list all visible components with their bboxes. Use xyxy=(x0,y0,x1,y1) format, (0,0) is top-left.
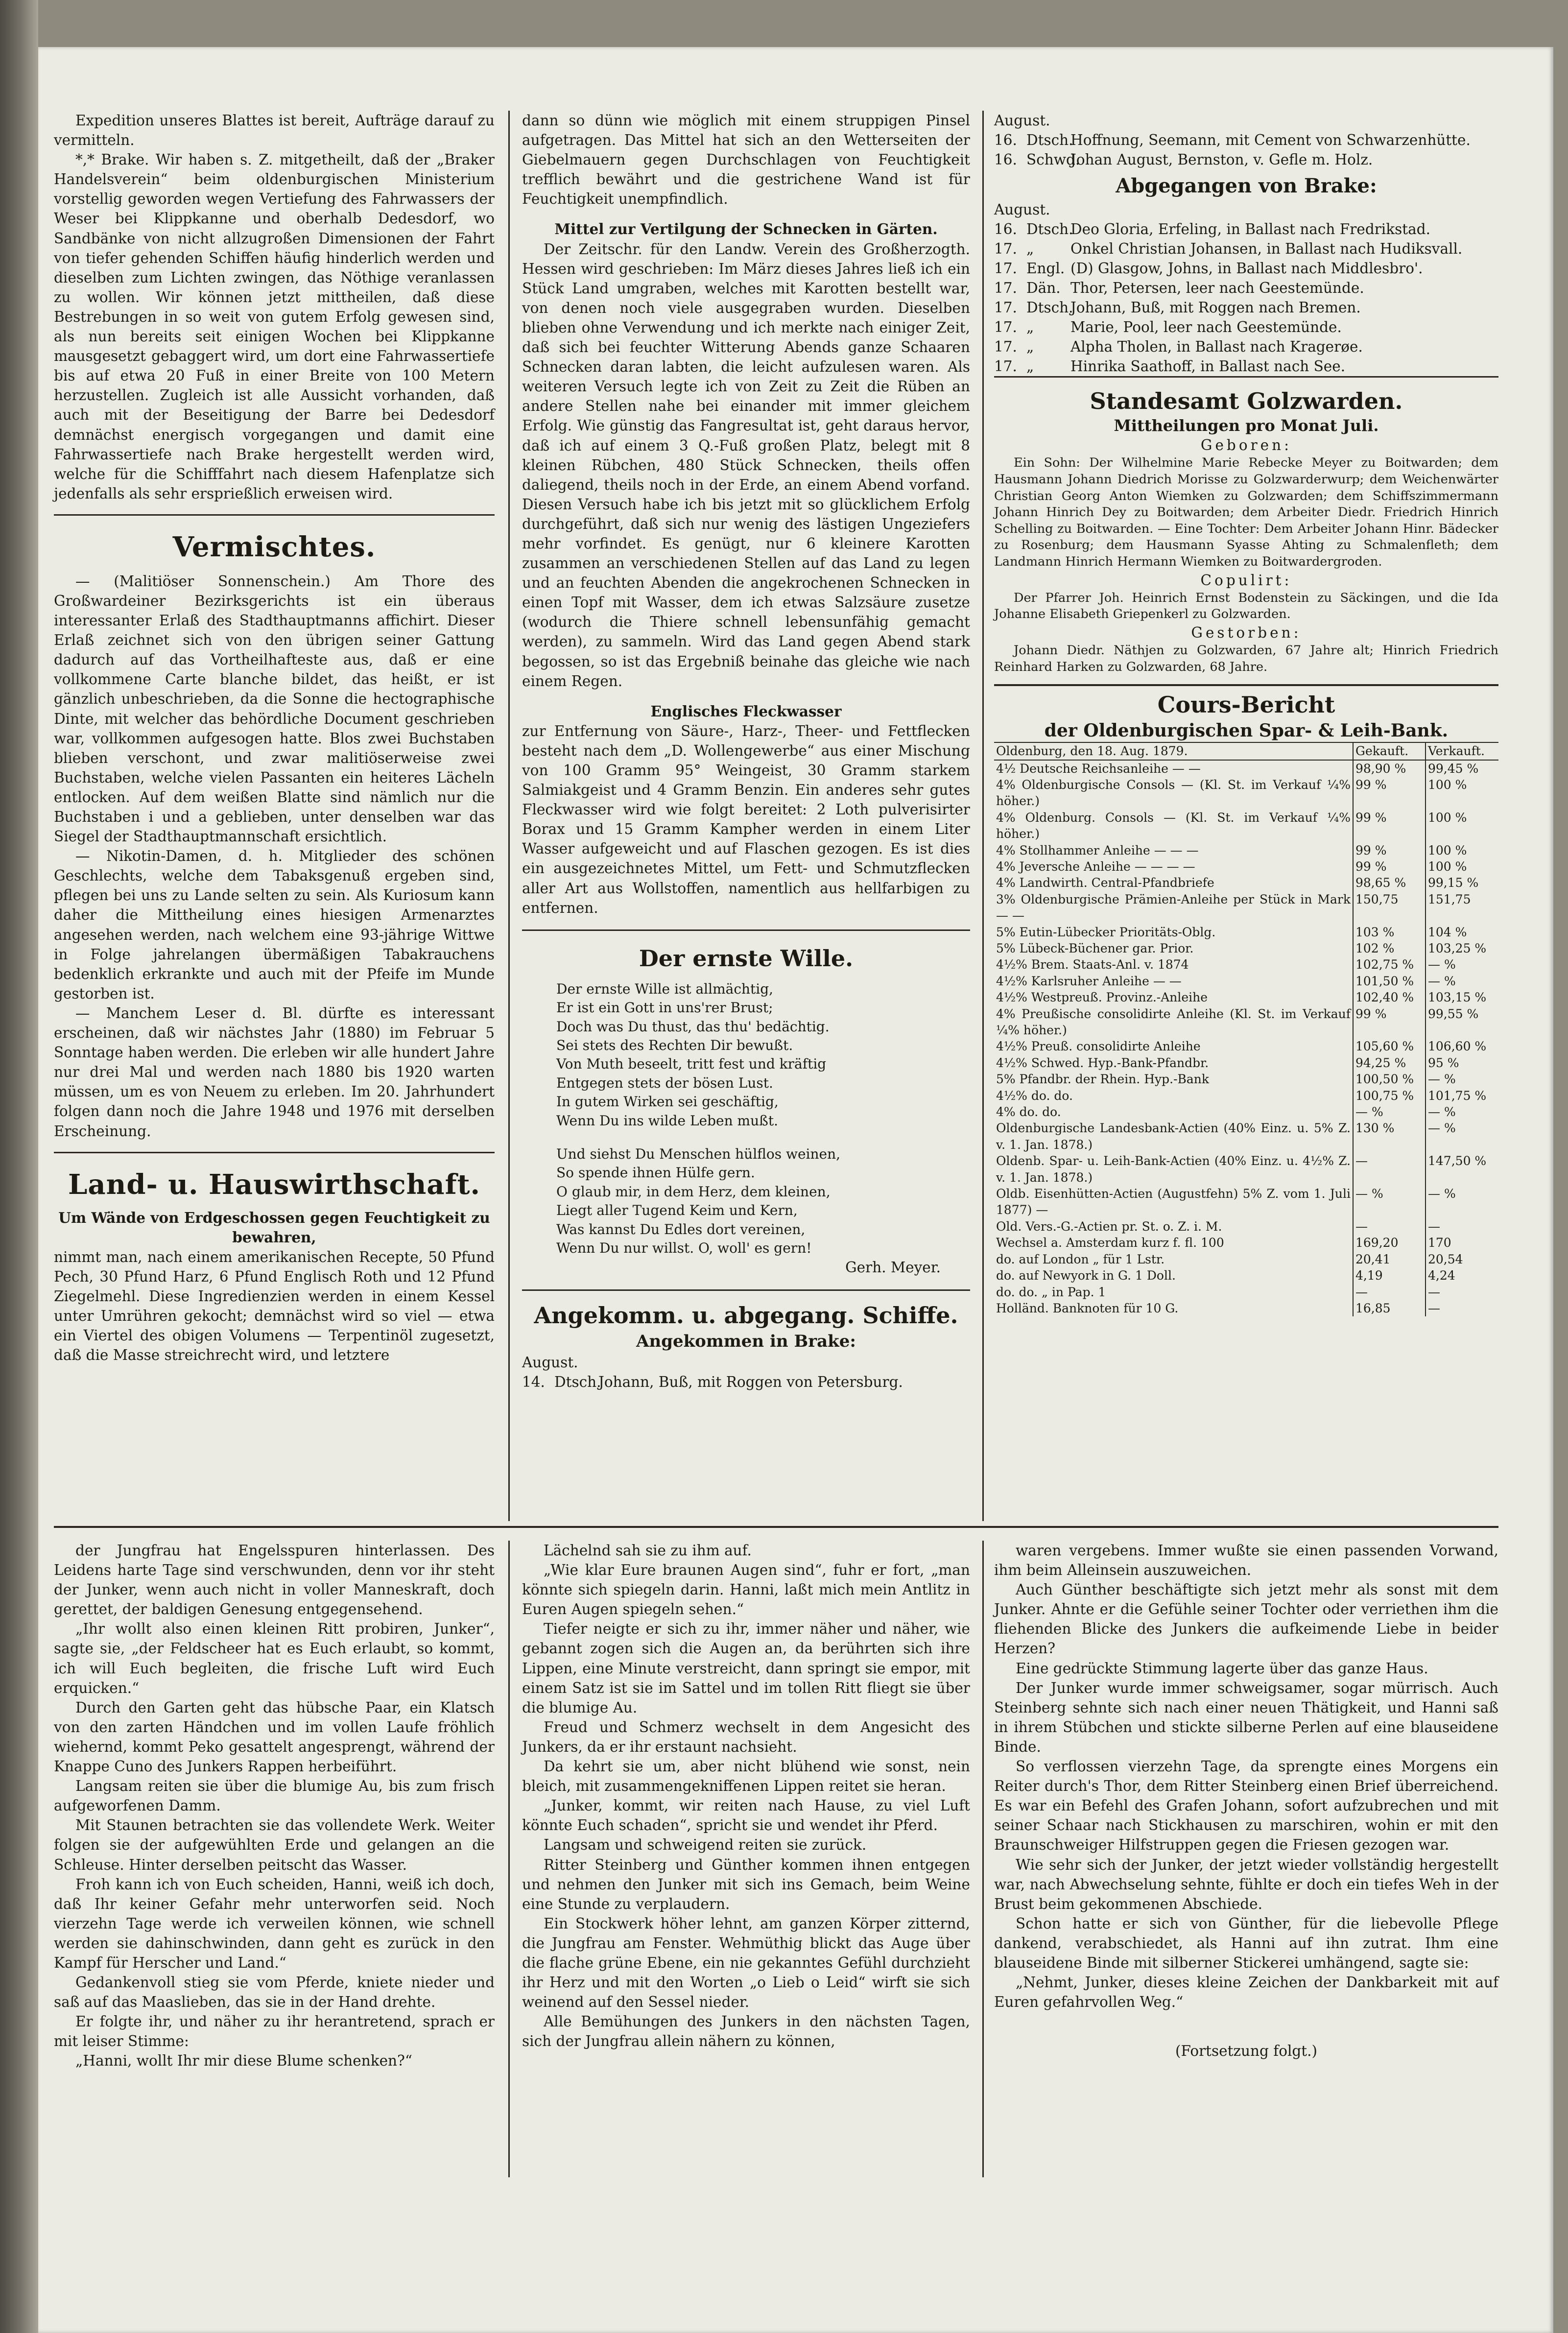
ship-details: Thor, Petersen, leer nach Geestemünde. xyxy=(1070,280,1364,297)
ship-date: 16. xyxy=(994,221,1017,238)
exchange-row xyxy=(994,940,1498,956)
sold-price: — xyxy=(1428,1285,1440,1299)
bought-price: 98,65 % xyxy=(1353,875,1425,891)
divider-rule xyxy=(522,929,970,931)
sold-price: 99,55 % xyxy=(1428,1006,1479,1021)
poem-line: Und siehst Du Menschen hülflos weinen, xyxy=(556,1146,841,1162)
bought-price: — % xyxy=(1353,1186,1425,1218)
story-paragraph: Eine gedrückte Stimmung lagerte über das ganze Haus. xyxy=(1016,1660,1428,1677)
gestorben-label: Gestorben: xyxy=(1191,624,1302,641)
bought-price: 130 % xyxy=(1353,1120,1425,1153)
sold-price: 100 % xyxy=(1428,810,1467,825)
column-3 xyxy=(994,111,1498,1316)
sold-price: 4,24 xyxy=(1428,1268,1455,1283)
ship-details: Johann, Buß, mit Roggen von Petersburg. xyxy=(598,1373,903,1390)
exchange-row xyxy=(994,1120,1498,1153)
poem-author: Gerh. Meyer. xyxy=(845,1259,941,1276)
sold-price: — xyxy=(1428,1301,1440,1315)
column-rule xyxy=(982,1541,984,2177)
column-1 xyxy=(54,111,495,1365)
bought-price: 99 % xyxy=(1353,777,1425,809)
story-paragraph: Mit Staunen betrachten sie das vollendete Werk. Weiter folgen sie der aufgewühlten Erde und gelangen an die Schleuse. Hinter derselben peitscht das Wasser. xyxy=(54,1817,495,1873)
bought-price: — % xyxy=(1353,1104,1425,1120)
ship-row xyxy=(994,298,1498,317)
bought-price: — xyxy=(1353,1153,1425,1186)
copulirt-text: Der Pfarrer Joh. Heinrich Ernst Bodenstein zu Säckingen, und die Ida Johanne Elisabeth Griepenkerl zu Golzwarden. xyxy=(994,590,1498,622)
copulirt-label: Copulirt: xyxy=(1200,571,1292,589)
story-paragraph: „Hanni, wollt Ihr mir diese Blume schenken?“ xyxy=(75,2052,412,2070)
ship-nation: Dtsch. xyxy=(1026,299,1073,316)
story-paragraph: „Junker, kommt, wir reiten nach Hause, zu viel Luft könnte Euch schaden“, spricht sie und wendet ihr Pferd. xyxy=(522,1797,970,1834)
security-name: 4% do. do. xyxy=(994,1104,1353,1120)
divider-rule xyxy=(994,684,1498,686)
story-column-2 xyxy=(522,1541,970,2051)
land-hauswirthschaft-heading: Land- u. Hauswirthschaft. xyxy=(68,1168,481,1201)
sold-price: 99,15 % xyxy=(1428,876,1479,890)
exchange-row xyxy=(994,1218,1498,1235)
fleckwasser-heading: Englisches Fleckwasser xyxy=(650,702,842,720)
ship-row xyxy=(994,317,1498,337)
exchange-row xyxy=(994,1186,1498,1218)
exchange-row xyxy=(994,1284,1498,1300)
story-paragraph: „Wie klar Eure braunen Augen sind“, fuhr er fort, „man könnte sich spiegeln darin. Hanni, laßt mich mein Antlitz in Euren Augen spiegeln sehen.“ xyxy=(522,1562,970,1618)
sold-price: — xyxy=(1428,1219,1440,1234)
ship-nation: „ xyxy=(1026,338,1034,356)
ship-date: 17. xyxy=(994,319,1017,336)
ship-details: (D) Glasgow, Johns, in Ballast nach Middlesbro'. xyxy=(1070,260,1423,277)
poem-line xyxy=(522,1130,970,1145)
bought-price: 99 % xyxy=(1353,842,1425,858)
ship-details: Hinrika Saathoff, in Ballast nach See. xyxy=(1070,358,1346,375)
security-name: 4½% Karlsruher Anleihe — — xyxy=(994,973,1353,989)
exchange-row xyxy=(994,1300,1498,1316)
poem-line: Er ist ein Gott in uns'rer Brust; xyxy=(556,1000,773,1016)
column-1-top-articles xyxy=(54,111,495,503)
security-name: 4% Landwirth. Central-Pfandbriefe xyxy=(994,875,1353,891)
story-paragraph: Da kehrt sie um, aber nicht blühend wie sonst, nein bleich, mit zusammengekniffenen Lippen reitet sie heran. xyxy=(522,1758,970,1795)
newspaper-page xyxy=(38,47,1553,2333)
poem-line: In gutem Wirken sei geschäftig, xyxy=(556,1094,779,1110)
security-name: 4% Oldenburgische Consols — (Kl. St. im Verkauf ¼% höher.) xyxy=(994,777,1353,809)
sold-price: 101,75 % xyxy=(1428,1088,1487,1103)
ship-row xyxy=(994,130,1498,150)
security-name: Holländ. Banknoten für 10 G. xyxy=(994,1300,1353,1316)
ship-details: Hoffnung, Seemann, mit Cement von Schwarzenhütte. xyxy=(1070,132,1471,149)
poem-line: So spende ihnen Hülfe gern. xyxy=(556,1165,755,1181)
schnecken-paragraph: Der Zeitschr. für den Landw. Verein des Großherzogth. Hessen wird geschrieben: Im März dieses Jahres ließ ich ein Stück Land umgraben, welches mit Karotten bestellt war, von denen noch viele ausgegraben wurden. Dieselben blieben ohne Verwendung und ich merkte nach einiger Zeit, daß sich bei feuchter Witterung Abends ganze Schaaren Schnecken daran labten, die leicht aufzulesen waren. Als weiteren Versuch legte ich von Zeit zu Zeit die Rüben an andere Stellen nahe bei einander mit immer gleichem Erfolg. Wie günstig das Fangresultat ist, geht daraus hervor, daß ich auf einem 3 Q.-Fuß großen Platz, belegt mit 8 kleinen Rübchen, 480 Stück Schnecken, theils offen daliegend, theils noch in der Erde, an einem Abend vorfand. Diesen Versuch habe ich bis jetzt mit so glücklichem Erfolg durchgeführt, daß sich nur wenig des lästigen Ungeziefers mehr vorfindet. Es genügt, nur 6 kleinere Karotten zusammen an verschiedenen Stellen auf das Land zu legen und an feuchten Abenden die angekrochenen Schnecken in einen Topf mit Wasser, dem ich etwas Salzsäure zusetze (wodurch die Thiere schnell lebensunfähig gemacht werden), zu sammeln. Wird das Land gegen Abend stark begossen, so ist das Ergebniß beinahe das gleiche wie nach einem Regen. xyxy=(522,240,970,690)
ship-row xyxy=(994,239,1498,259)
story-paragraph: Lächelnd sah sie zu ihm auf. xyxy=(544,1542,752,1559)
header-place-date: Oldenburg, den 18. Aug. 1879. xyxy=(994,742,1353,760)
sold-price: 170 xyxy=(1428,1236,1451,1250)
geboren-text: Ein Sohn: Der Wilhelmine Marie Rebecke Meyer zu Boitwarden; dem Hausmann Johann Diedrich Morisse zu Golzwarderwurp; dem Weichenwärter Christian Georg Anton Wiemken zu Golzwarden; dem Schiffszimmermann Johann Hinrich Dey zu Boitwarden; dem Arbeiter Diedr. Friedrich Hinrich Schelling zu Boitwarden. — Eine Tochter: Dem Arbeiter Johann Hinr. Bädecker zu Rosenburg; dem Hausmann Syasse Ahting zu Schmalenfleth; dem Landmann Hinrich Hermann Wiemken zu Boitwardergroden. xyxy=(994,455,1498,569)
ship-date: 16. xyxy=(994,151,1017,168)
news-item: — Nikotin-Damen, d. h. Mitglieder des schönen Geschlechts, welche dem Tabaksgenuß ergeben sind, pflegen bei uns zu Lande selten zu sein. Als Kuriosum kann daher die Mittheilung eines hiesigen Armenarztes angesehen werden, nach welchem eine 93-jährige Wittwe in Folge jahrelangen übermäßigen Tabakrauchens bedenklich erkrankte und auch mit der Pfeife im Munde gestorben ist. xyxy=(54,848,495,1002)
sold-price: 20,54 xyxy=(1428,1252,1463,1266)
story-column-1 xyxy=(54,1541,495,2071)
security-name: do. auf Newyork in G. 1 Doll. xyxy=(994,1267,1353,1284)
exchange-row xyxy=(994,1038,1498,1054)
ship-date: 17. xyxy=(994,280,1017,297)
security-name: Oldb. Eisenhütten-Actien (Augustfehn) 5% Z. vom 1. Juli 1877) — xyxy=(994,1186,1353,1218)
security-name: 4% Oldenburg. Consols — (Kl. St. im Verkauf ¼% höher.) xyxy=(994,809,1353,842)
ships-month: August. xyxy=(522,1354,578,1371)
ships-month: August. xyxy=(994,112,1050,129)
column-rule xyxy=(508,1541,510,2177)
divider-rule xyxy=(522,1289,970,1291)
security-name: 5% Pfandbr. der Rhein. Hyp.-Bank xyxy=(994,1071,1353,1087)
sold-price: — % xyxy=(1428,974,1456,988)
article-paragraph: Expedition unseres Blattes ist bereit, Aufträge darauf zu vermitteln. xyxy=(54,112,495,149)
sold-price: 104 % xyxy=(1428,925,1467,939)
exchange-table-header xyxy=(994,742,1498,760)
bought-price: 150,75 xyxy=(1353,891,1425,924)
arrived-ships-list xyxy=(522,1372,970,1392)
story-paragraph: Gedankenvoll stieg sie vom Pferde, kniete nieder und saß auf das Maaslieben, das sie in der Hand drehte. xyxy=(54,1974,495,2011)
gestorben-text: Johann Diedr. Näthjen zu Golzwarden, 67 Jahre alt; Hinrich Friedrich Reinhard Harken zu Golzwarden, 68 Jahre. xyxy=(994,643,1498,674)
column-rule xyxy=(508,111,510,1521)
exchange-row xyxy=(994,973,1498,989)
header-sold: Verkauft. xyxy=(1425,742,1498,760)
poem-line: Von Muth beseelt, tritt fest und kräftig xyxy=(556,1056,827,1072)
bought-price: 102 % xyxy=(1353,940,1425,956)
standesamt-heading: Standesamt Golzwarden. xyxy=(1090,388,1403,415)
security-name: 4½ Deutsche Reichsanleihe — — xyxy=(994,760,1353,777)
story-paragraph: Alle Bemühungen des Junkers in den nächsten Tagen, sich der Jungfrau allein nähern zu können, xyxy=(522,2013,970,2050)
ship-nation: „ xyxy=(1026,358,1034,375)
divider-rule xyxy=(54,1152,495,1153)
ships-arrived-subheading: Angekommen in Brake: xyxy=(636,1331,856,1351)
poem-title: Der ernste Wille. xyxy=(639,945,854,972)
bought-price: — xyxy=(1353,1218,1425,1235)
bought-price: — xyxy=(1353,1284,1425,1300)
exchange-rate-table xyxy=(994,742,1498,1316)
land-subheading: Um Wände von Erdgeschossen gegen Feuchtigkeit zu bewahren, xyxy=(58,1209,490,1246)
fleckwasser-paragraph: zur Entfernung von Säure-, Harz-, Theer- und Fettflecken besteht nach dem „D. Wollengewerbe“ aus einer Mischung von 100 Gramm 95° Weingeist, 30 Gramm starkem Salmiakgeist und 4 Gramm Benzin. Ein anderes sehr gutes Fleckwasser wird wie folgt bereitet: 2 Loth pulverisirter Borax und 15 Gramm Kampher werden in einem Liter Wasser aufgeweicht und auf Flaschen gezogen. Es ist dies ein ausgezeichnetes Mittel, um Fett- und Schmutzflecken aller Art aus Wollstoffen, namentlich aus hellfarbigen zu entfernen. xyxy=(522,722,970,916)
exchange-row xyxy=(994,891,1498,924)
story-paragraph: Freud und Schmerz wechselt in dem Angesicht des Junkers, da er ihr erstaunt nachsieht. xyxy=(522,1718,970,1755)
story-paragraph: Langsam reiten sie über die blumige Au, bis zum frisch aufgeworfenen Damm. xyxy=(54,1778,495,1814)
schnecken-heading: Mittel zur Vertilgung der Schnecken in Gärten. xyxy=(554,220,938,238)
bought-price: 99 % xyxy=(1353,809,1425,842)
exchange-row xyxy=(994,1104,1498,1120)
security-name: Wechsel a. Amsterdam kurz f. fl. 100 xyxy=(994,1235,1353,1251)
poem-line: Wenn Du ins wilde Leben mußt. xyxy=(556,1112,778,1129)
ship-date: 17. xyxy=(994,358,1017,375)
feuilleton-divider xyxy=(54,1526,1498,1528)
exchange-row xyxy=(994,1267,1498,1284)
story-paragraph: „Ihr wollt also einen kleinen Ritt probiren, Junker“, sagte sie, „der Feldscheer hat es Euch erlaubt, so kommt, ich will Euch begleiten, die frische Luft wird Euch erquicken.“ xyxy=(54,1620,495,1696)
ship-date: 16. xyxy=(994,132,1017,149)
exchange-row xyxy=(994,760,1498,777)
story-paragraph: der Jungfrau hat Engelsspuren hinterlassen. Des Leidens harte Tage sind verschwunden, denn vor ihr steht der Junker, wenn auch nicht in voller Manneskraft, doch gerettet, der baldigen Genesung entgegensehend. xyxy=(54,1542,495,1618)
story-paragraph: „Nehmt, Junker, dieses kleine Zeichen der Dankbarkeit mit auf Euren gefahrvollen Weg.“ xyxy=(994,1974,1498,2011)
ship-row xyxy=(522,1372,970,1392)
story-paragraph: Er folgte ihr, und näher zu ihr herantretend, sprach er mit leiser Stimme: xyxy=(54,2013,495,2050)
ships-heading: Angekomm. u. abgegang. Schiffe. xyxy=(534,1302,958,1329)
sold-price: 100 % xyxy=(1428,843,1467,857)
bought-price: 99 % xyxy=(1353,1006,1425,1039)
exchange-row xyxy=(994,858,1498,875)
security-name: 4½% do. do. xyxy=(994,1088,1353,1104)
sold-price: — % xyxy=(1428,1121,1456,1136)
sold-price: — % xyxy=(1428,1072,1456,1087)
story-paragraph: Ein Stockwerk höher lehnt, am ganzen Körper zitternd, die Jungfrau am Fenster. Wehmüthig blickt das Auge über die flache grüne Ebene, ein nie gekanntes Gefühl durchzieht ihr Herz und mit den Worten „o Lieb o Leid“ wirft sie sich weinend auf den Sessel nieder. xyxy=(522,1915,970,2011)
security-name: do. do. „ in Pap. 1 xyxy=(994,1284,1353,1300)
bought-price: 4,19 xyxy=(1353,1267,1425,1284)
ship-date: 17. xyxy=(994,240,1017,258)
security-name: 4½% Westpreuß. Provinz.-Anleihe xyxy=(994,989,1353,1005)
exchange-row xyxy=(994,777,1498,809)
land-paragraph: nimmt man, nach einem amerikanischen Recepte, 50 Pfund Pech, 30 Pfund Harz, 6 Pfund Englisch Roth und 12 Pfund Ziegelmehl. Diese Ingredienzien werden in einem Kessel unter Umrühren gekocht; demnächst wird so viel — etwa ein Viertel des obigen Volumens — Terpentinöl zugesetzt, daß die Masse streichrecht wird, und letztere xyxy=(54,1248,495,1364)
article-paragraph: *,* Brake. Wir haben s. Z. mitgetheilt, daß der „Braker Handelsverein“ beim oldenburgischen Ministerium vorstellig geworden wegen Vertiefung des Fahrwassers der Weser bei Klippkanne und oberhalb Dedesdorf, wo Sandbänke von nicht allzugroßen Dimensionen der Fahrt von tiefer gehenden Schiffen häufig hinderlich werden und dieselben zum Lichten zwingen, das Nöthige veranlassen zu wollen. Wir können jetzt mittheilen, daß diese Bestrebungen in so weit von gutem Erfolg gewesen sind, als nun bereits seit einigen Wochen bei Klippkanne mausgesetzt gebaggert wird, um dort eine Fahrwassertiefe bis auf etwa 20 Fuß in einer Breite von 100 Metern herzustellen. Zugleich ist alle Aussicht vorhanden, daß auch mit der Beseitigung der Barre bei Dedesdorf demnächst energisch vorgegangen und damit eine Fahrwassertiefe nach Brake hergestellt werden wird, welche für die Schifffahrt nach diesem Hafenplatze sich jedenfalls als sehr ersprießlich erweisen wird. xyxy=(54,151,495,502)
story-paragraph: Tiefer neigte er sich zu ihr, immer näher und näher, wie gebannt zogen sich die Augen an, da berührten sich ihre Lippen, eine Minute verstreicht, dann springt sie empor, mit einem Satz ist sie im Sattel und im tollen Ritt fliegt sie über die blumige Au. xyxy=(522,1620,970,1716)
ship-row xyxy=(994,278,1498,298)
bought-price: 105,60 % xyxy=(1353,1038,1425,1054)
geboren-label: Geboren: xyxy=(1200,437,1292,454)
ship-details: Alpha Tholen, in Ballast nach Kragerøe. xyxy=(1070,338,1363,356)
bought-price: 94,25 % xyxy=(1353,1055,1425,1071)
vermischtes-articles xyxy=(54,571,495,1141)
sold-price: 103,15 % xyxy=(1428,990,1487,1005)
sold-price: 106,60 % xyxy=(1428,1039,1487,1054)
ship-date: 17. xyxy=(994,260,1017,277)
bought-price: 20,41 xyxy=(1353,1251,1425,1267)
story-column-3-text xyxy=(994,1541,1498,2012)
ship-nation: Dtsch. xyxy=(1026,221,1073,238)
book-spine xyxy=(0,0,38,2333)
ships-month: August. xyxy=(994,201,1050,218)
ship-row xyxy=(994,357,1498,376)
exchange-row xyxy=(994,956,1498,973)
ship-details: Johan August, Bernston, v. Gefle m. Holz. xyxy=(1070,151,1373,168)
exchange-row xyxy=(994,1006,1498,1039)
bought-price: 103 % xyxy=(1353,924,1425,940)
kursbericht-heading: Cours-Bericht xyxy=(1157,691,1335,718)
security-name: Oldenburgische Landesbank-Actien (40% Einz. u. 5% Z. v. 1. Jan. 1878.) xyxy=(994,1120,1353,1153)
ship-nation: „ xyxy=(1026,319,1034,336)
standesamt-subheading: Mittheilungen pro Monat Juli. xyxy=(1114,416,1379,435)
security-name: 3% Oldenburgische Prämien-Anleihe per Stück in Mark — — xyxy=(994,891,1353,924)
sold-price: 147,50 % xyxy=(1428,1154,1487,1168)
ship-details: Marie, Pool, leer nach Geestemünde. xyxy=(1070,319,1342,336)
story-paragraph: Schon hatte er sich von Günther, für die liebevolle Pflege dankend, verabschiedet, als Hanni auf ihn zutrat. Ihm eine blauseidene Binde mit silberner Stickerei umhängend, sagte sie: xyxy=(994,1915,1498,1971)
sold-price: 103,25 % xyxy=(1428,941,1487,955)
news-item: — Manchem Leser d. Bl. dürfte es interessant erscheinen, daß wir nächstes Jahr (1880) im Februar 5 Sonntage haben werden. Die erleben wir alle hundert Jahre nur drei Mal und werden nach 1880 bis 1920 warten müssen, um es von Neuem zu erleben. Im 20. Jahrhundert folgen dann noch die Jahre 1948 und 1976 mit derselben Erscheinung. xyxy=(54,1004,495,1140)
kursbericht-subheading: der Oldenburgischen Spar- & Leih-Bank. xyxy=(1044,720,1449,741)
security-name: Oldenb. Spar- u. Leih-Bank-Actien (40% Einz. u. 4½% Z. v. 1. Jan. 1878.) xyxy=(994,1153,1353,1186)
departed-ships-list xyxy=(994,219,1498,378)
sold-price: — % xyxy=(1428,957,1456,972)
poem-line: Entgegen stets der bösen Lust. xyxy=(556,1074,773,1091)
ship-details: Deo Gloria, Erfeling, in Ballast nach Fredrikstad. xyxy=(1070,221,1430,238)
security-name: Old. Vers.-G.-Actien pr. St. o. Z. i. M. xyxy=(994,1218,1353,1235)
bought-price: 16,85 xyxy=(1353,1300,1425,1316)
exchange-row xyxy=(994,1153,1498,1186)
exchange-row xyxy=(994,1235,1498,1251)
poem-line: O glaub mir, in dem Herz, dem kleinen, xyxy=(556,1183,831,1200)
exchange-row xyxy=(994,1251,1498,1267)
security-name: 4% Preußische consolidirte Anleihe (Kl. St. im Verkauf ¼% höher.) xyxy=(994,1006,1353,1039)
col2-paragraph: dann so dünn wie möglich mit einem struppigen Pinsel aufgetragen. Das Mittel hat sich an den Wetterseiten der Giebelmauern gegen Durchschlagen von Feuchtigkeit trefflich bewährt und die gestrichene Wand ist für Feuchtigkeit unempfindlich. xyxy=(522,112,970,208)
story-paragraph: So verflossen vierzehn Tage, da sprengte eines Morgens ein Reiter durch's Thor, dem Ritter Steinberg einen Brief überreichend. Es war ein Befehl des Grafen Johann, sofort aufzubrechen und mit seiner Schaar nach Stickhausen zu marschiren, wohin er mit den Braunschweiger Hilfstruppen gegen die Friesen gezogen war. xyxy=(994,1758,1498,1854)
ship-nation: Schwd. xyxy=(1026,151,1080,168)
story-paragraph: Ritter Steinberg und Günther kommen ihnen entgegen und nehmen den Junker mit sich ins Gemach, beim Weine eine Stunde zu verplaudern. xyxy=(522,1856,970,1912)
poem-body xyxy=(522,980,970,1258)
security-name: 4% Stollhammer Anleihe — — — xyxy=(994,842,1353,858)
exchange-row xyxy=(994,1055,1498,1071)
story-paragraph: Auch Günther beschäftigte sich jetzt mehr als sonst mit dem Junker. Ahnte er die Gefühle seiner Tochter oder verriethen ihm die fliehenden Blicke des Junkers die aufkeimende Liebe in beider Herzen? xyxy=(994,1581,1498,1657)
ships-departed-subheading: Abgegangen von Brake: xyxy=(1116,174,1377,198)
security-name: 5% Eutin-Lübecker Prioritäts-Oblg. xyxy=(994,924,1353,940)
poem-line: Wenn Du nur willst. O, woll' es gern! xyxy=(556,1240,812,1257)
divider-rule xyxy=(54,514,495,516)
bought-price: 99 % xyxy=(1353,858,1425,875)
poem-line: Doch was Du thust, das thu' bedächtig. xyxy=(556,1018,830,1035)
sold-price: 100 % xyxy=(1428,859,1467,874)
story-paragraph: Der Junker wurde immer schweigsamer, sogar mürrisch. Auch Steinberg sehnte sich nach einer neuen Thätigkeit, und Hanni saß in ihrem Stübchen und stickte silberne Perlen auf eine blauseidene Binde. xyxy=(994,1679,1498,1755)
column-rule xyxy=(982,111,984,1521)
ship-details: Johann, Buß, mit Roggen nach Bremen. xyxy=(1070,299,1361,316)
story-paragraph: Froh kann ich von Euch scheiden, Hanni, weiß ich doch, daß Ihr keiner Gefahr mehr unterworfen seid. Noch vierzehn Tage werde ich verweilen können, wie schnell werden sie dahinschwinden, dann geht es zurück in den Kampf für Herscher und Land.“ xyxy=(54,1876,495,1971)
ship-date: 14. xyxy=(522,1373,545,1390)
ship-nation: Dtsch. xyxy=(554,1373,601,1390)
security-name: 4% Jeversche Anleihe — — — — xyxy=(994,858,1353,875)
exchange-row xyxy=(994,924,1498,940)
bought-price: 98,90 % xyxy=(1353,760,1425,777)
arrived-ships-list-continued xyxy=(994,130,1498,169)
sold-price: 95 % xyxy=(1428,1055,1459,1070)
ship-nation: Engl. xyxy=(1026,260,1065,277)
story-column-3 xyxy=(994,1541,1498,2061)
ship-date: 17. xyxy=(994,338,1017,356)
exchange-row xyxy=(994,875,1498,891)
poem-line: Sei stets des Rechten Dir bewußt. xyxy=(556,1037,793,1053)
security-name: 4½% Schwed. Hyp.-Bank-Pfandbr. xyxy=(994,1055,1353,1071)
ship-nation: Dtsch. xyxy=(1026,132,1073,149)
security-name: 4½% Preuß. consolidirte Anleihe xyxy=(994,1038,1353,1054)
ship-row xyxy=(994,337,1498,357)
exchange-row xyxy=(994,1071,1498,1087)
bought-price: 100,75 % xyxy=(1353,1088,1425,1104)
security-name: do. auf London „ für 1 Lstr. xyxy=(994,1251,1353,1267)
security-name: 5% Lübeck-Büchener gar. Prior. xyxy=(994,940,1353,956)
news-item: — (Malitiöser Sonnenschein.) Am Thore des Großwardeiner Bezirksgerichts ist ein überaus interessanter Erlaß des Stadthauptmanns affichirt. Dieser Erlaß zeichnet sich von den übrigen seiner Gattung dadurch auf das Vortheilhafteste aus, daß er eine vollkommene Carte blanche bildet, das heißt, er ist gänzlich unbeschrieben, da die Sonne die hectographische Dinte, mit welcher das behördliche Document geschrieben war, vollkommen aufgesogen hatte. Blos zwei Buchstaben blieben verschont, und zwar malitiöserweise zwei Buchstaben, welche vielen Passanten ein heiteres Lächeln entlocken. Auf dem weißen Blatte sind nämlich nur die Buchstaben i und a geblieben, unter denselben war das Siegel der Stadthauptmannschaft ersichtlich. xyxy=(54,572,495,845)
exchange-row xyxy=(994,989,1498,1005)
exchange-row xyxy=(994,809,1498,842)
story-paragraph: Wie sehr sich der Junker, der jetzt wieder vollständig hergestellt war, nach Abwechselung sehnte, fühlte er doch ein tiefes Weh in der Brust beim gekommenen Abschiede. xyxy=(994,1856,1498,1912)
sold-price: — % xyxy=(1428,1105,1456,1119)
poem-line: Was kannst Du Edles dort vereinen, xyxy=(556,1221,806,1238)
security-name: 4½% Brem. Staats-Anl. v. 1874 xyxy=(994,956,1353,973)
ship-row xyxy=(994,150,1498,169)
sold-price: 151,75 xyxy=(1428,892,1471,906)
poem-line: Liegt aller Tugend Keim und Kern, xyxy=(556,1202,798,1219)
story-paragraph: waren vergebens. Immer wußte sie einen passenden Vorwand, ihm beim Alleinsein auszuweichen. xyxy=(994,1542,1498,1579)
bought-price: 100,50 % xyxy=(1353,1071,1425,1087)
sold-price: 99,45 % xyxy=(1428,761,1479,776)
bought-price: 101,50 % xyxy=(1353,973,1425,989)
exchange-row xyxy=(994,1088,1498,1104)
vermischtes-heading: Vermischtes. xyxy=(172,530,376,563)
poem-line: Der ernste Wille ist allmächtig, xyxy=(556,980,774,997)
story-paragraph: Langsam und schweigend reiten sie zurück. xyxy=(544,1836,867,1854)
bought-price: 169,20 xyxy=(1353,1235,1425,1251)
ship-details: Onkel Christian Johansen, in Ballast nach Hudiksvall. xyxy=(1070,240,1463,258)
ship-nation: „ xyxy=(1026,240,1034,258)
bought-price: 102,75 % xyxy=(1353,956,1425,973)
ship-row xyxy=(994,259,1498,278)
bought-price: 102,40 % xyxy=(1353,989,1425,1005)
story-paragraph: Durch den Garten geht das hübsche Paar, ein Klatsch von den zarten Händchen und im vollen Laufe fröhlich wiehernd, kommt Peko gesattelt angesprengt, während der Knappe Cuno des Junkers Rappen herbeiführt. xyxy=(54,1699,495,1775)
exchange-row xyxy=(994,842,1498,858)
sold-price: 100 % xyxy=(1428,777,1467,792)
sold-price: — % xyxy=(1428,1187,1456,1201)
ship-row xyxy=(994,219,1498,239)
ship-nation: Dän. xyxy=(1026,280,1061,297)
header-bought: Gekauft. xyxy=(1353,742,1425,760)
ship-date: 17. xyxy=(994,299,1017,316)
fortsetzung-note: (Fortsetzung folgt.) xyxy=(1175,2043,1318,2060)
column-2 xyxy=(522,111,970,1392)
